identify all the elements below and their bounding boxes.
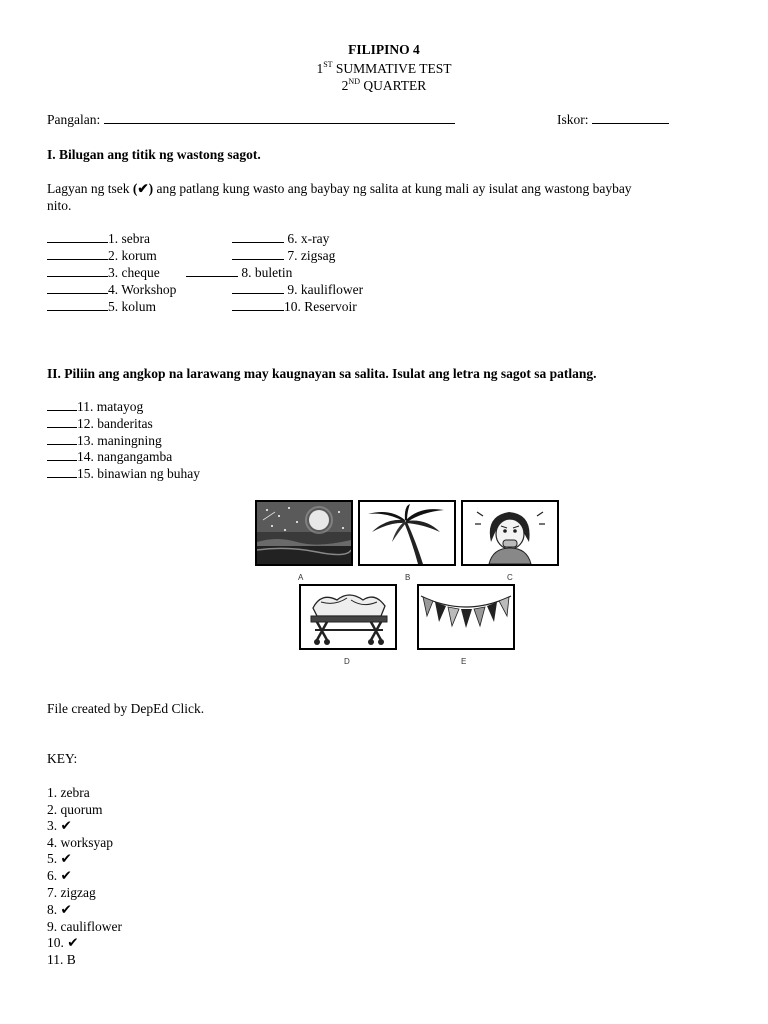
key-answer: 4. worksyap — [47, 835, 113, 850]
item-label: 14. nangangamba — [77, 449, 173, 464]
item-label: 10. Reservoir — [284, 299, 357, 314]
item-label: 13. maningning — [77, 433, 162, 448]
quarter-ordinal: ND — [348, 77, 360, 86]
list-item — [47, 265, 160, 281]
answer-blank[interactable] — [47, 416, 77, 428]
item-label: 15. binawian ng buhay — [77, 466, 200, 481]
quarter-number: 2 — [341, 78, 349, 93]
check-icon: (✔) — [132, 181, 154, 196]
item-label: 1. sebra — [108, 231, 150, 246]
item-label: 3. cheque — [108, 265, 160, 280]
subtitle-ordinal: ST — [323, 60, 333, 69]
picture-night-sky — [255, 500, 353, 566]
test-subtitle — [0, 61, 768, 77]
item-label: 4. Workshop — [108, 282, 177, 297]
list-item — [232, 299, 357, 315]
key-answer: 11. B — [47, 952, 76, 967]
answer-blank[interactable] — [232, 299, 284, 311]
file-credit: File created by DepEd Click. — [47, 701, 205, 716]
item-label: 6. x-ray — [287, 231, 330, 246]
list-item — [186, 265, 292, 281]
item-label: 7. zigsag — [287, 248, 336, 263]
answer-blank[interactable] — [47, 299, 108, 311]
key-answer: 3. ✔ — [47, 818, 72, 833]
list-item — [232, 282, 363, 298]
key-answer: 1. zebra — [47, 785, 90, 800]
key-answer: 8. ✔ — [47, 902, 72, 917]
answer-blank[interactable] — [47, 399, 77, 411]
picture-label-a: A — [298, 573, 304, 582]
palm-tree-icon — [360, 502, 454, 564]
quarter-text: QUARTER — [359, 78, 427, 93]
key-answer: 9. cauliflower — [47, 919, 122, 934]
item-label: 11. matayog — [77, 399, 144, 414]
item-label: 8. buletin — [241, 265, 293, 280]
part1-instruction — [47, 181, 632, 197]
list-item — [47, 433, 162, 449]
moon-icon — [257, 502, 351, 564]
list-item — [47, 231, 150, 247]
item-label: 5. kolum — [108, 299, 157, 314]
score-blank[interactable] — [592, 112, 669, 124]
key-answer: 6. ✔ — [47, 868, 72, 883]
answer-blank[interactable] — [47, 282, 108, 294]
list-item — [47, 282, 176, 298]
item-label: 12. banderitas — [77, 416, 153, 431]
bunting-flags-icon — [419, 586, 513, 648]
instruction-text-continued: ang patlang kung wasto ang baybay ng salita at kung mali ay isulat ang wastong baybay — [153, 181, 632, 196]
subtitle-text: SUMMATIVE TEST — [332, 61, 452, 76]
list-item — [47, 416, 153, 432]
answer-blank[interactable] — [47, 433, 77, 445]
picture-palm-tree — [358, 500, 456, 566]
key-answer: 5. ✔ — [47, 851, 72, 866]
key-answer: 10. ✔ — [47, 935, 79, 950]
key-answer: 2. quorum — [47, 802, 103, 817]
answer-blank[interactable] — [47, 231, 108, 243]
part1-heading: I. Bilugan ang titik ng wastong sagot. — [47, 147, 261, 162]
list-item — [232, 231, 329, 247]
answer-blank[interactable] — [232, 231, 284, 243]
list-item — [47, 248, 157, 264]
item-label: 9. kauliflower — [287, 282, 364, 297]
name-row — [47, 112, 455, 128]
stretcher-icon — [301, 586, 395, 648]
picture-banderitas — [417, 584, 515, 650]
answer-blank[interactable] — [47, 248, 108, 260]
page-title: FILIPINO 4 — [348, 42, 420, 57]
score-row — [557, 112, 669, 128]
list-item — [47, 449, 172, 465]
picture-label-b: B — [405, 573, 411, 582]
name-blank[interactable] — [104, 112, 455, 124]
part2-heading: II. Piliin ang angkop na larawang may kaugnayan sa salita. Isulat ang letra ng sagot sa patlang. — [47, 366, 597, 381]
list-item — [47, 299, 156, 315]
key-answer: 7. zigzag — [47, 885, 96, 900]
answer-blank[interactable] — [47, 466, 77, 478]
picture-stretcher — [299, 584, 397, 650]
instruction-text: Lagyan ng tsek — [47, 181, 133, 196]
worried-girl-icon — [463, 502, 557, 564]
name-label: Pangalan: — [47, 112, 101, 127]
part1-instruction-end: nito. — [47, 198, 72, 213]
picture-label-c: C — [507, 573, 513, 582]
answer-blank[interactable] — [232, 282, 284, 294]
picture-label-e: E — [461, 657, 467, 666]
answer-blank[interactable] — [232, 248, 284, 260]
picture-worried-girl — [461, 500, 559, 566]
answer-blank[interactable] — [47, 449, 77, 461]
picture-label-d: D — [344, 657, 350, 666]
answer-blank[interactable] — [186, 265, 238, 277]
quarter-subtitle — [0, 78, 768, 94]
key-title: KEY: — [47, 751, 78, 766]
score-label: Iskor: — [557, 112, 589, 127]
answer-blank[interactable] — [47, 265, 108, 277]
list-item — [47, 466, 200, 482]
list-item — [47, 399, 143, 415]
subtitle-number: 1 — [316, 61, 324, 76]
list-item — [232, 248, 335, 264]
item-label: 2. korum — [108, 248, 157, 263]
